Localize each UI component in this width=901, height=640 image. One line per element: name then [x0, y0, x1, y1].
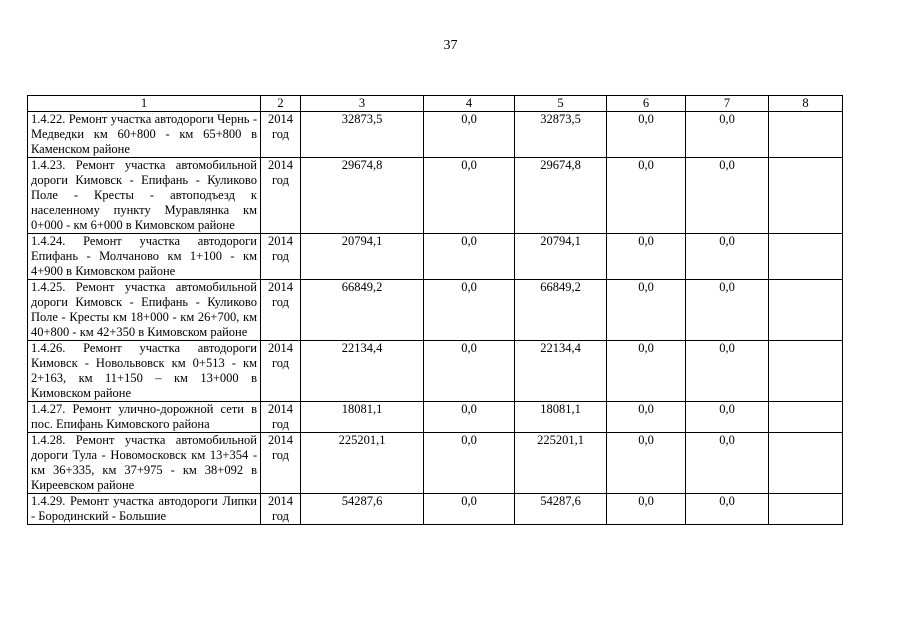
- row-value-col4: 0,0: [424, 402, 515, 433]
- row-value-col8: [769, 494, 843, 525]
- table-row: [28, 234, 843, 280]
- row-year: 2014 год: [261, 158, 301, 234]
- row-value-col7: 0,0: [686, 158, 769, 234]
- table-row: [28, 341, 843, 402]
- row-value-col3: 20794,1: [301, 234, 424, 280]
- row-year: 2014 год: [261, 433, 301, 494]
- row-year: 2014 год: [261, 234, 301, 280]
- row-value-col4: 0,0: [424, 234, 515, 280]
- row-value-col8: [769, 341, 843, 402]
- row-value-col3: 32873,5: [301, 112, 424, 158]
- row-description: 1.4.25. Ремонт участка автомобильной дороги Кимовск - Епифань - Куликово Поле - Кресты км 18+000 - км 26+700, км 40+800 - км 42+350 в Кимовском районе: [28, 280, 261, 341]
- row-value-col3: 225201,1: [301, 433, 424, 494]
- row-value-col7: 0,0: [686, 402, 769, 433]
- row-value-col5: 29674,8: [515, 158, 607, 234]
- row-value-col3: 18081,1: [301, 402, 424, 433]
- column-header: 7: [686, 96, 769, 112]
- row-value-col3: 66849,2: [301, 280, 424, 341]
- row-value-col8: [769, 112, 843, 158]
- row-year: 2014 год: [261, 341, 301, 402]
- row-value-col7: 0,0: [686, 112, 769, 158]
- row-value-col5: 66849,2: [515, 280, 607, 341]
- column-header: 1: [28, 96, 261, 112]
- row-value-col5: 18081,1: [515, 402, 607, 433]
- column-header: 4: [424, 96, 515, 112]
- table-row: [28, 112, 843, 158]
- row-value-col8: [769, 280, 843, 341]
- row-description: 1.4.26. Ремонт участка автодороги Кимовск - Новольвовск км 0+513 - км 2+163, км 11+150 – км 13+000 в Кимовском районе: [28, 341, 261, 402]
- row-value-col7: 0,0: [686, 341, 769, 402]
- row-value-col5: 22134,4: [515, 341, 607, 402]
- row-value-col4: 0,0: [424, 341, 515, 402]
- row-value-col8: [769, 234, 843, 280]
- row-description: 1.4.28. Ремонт участка автомобильной дороги Тула - Новомосковск км 13+354 - км 36+335, км 37+975 - км 38+092 в Киреевском районе: [28, 433, 261, 494]
- row-value-col5: 54287,6: [515, 494, 607, 525]
- row-description: 1.4.22. Ремонт участка автодороги Чернь - Медведки км 60+800 - км 65+800 в Каменском районе: [28, 112, 261, 158]
- table-row: [28, 433, 843, 494]
- table-row: [28, 494, 843, 525]
- row-value-col8: [769, 158, 843, 234]
- row-year: 2014 год: [261, 494, 301, 525]
- column-header: 8: [769, 96, 843, 112]
- row-description: 1.4.24. Ремонт участка автодороги Епифань - Молчаново км 1+100 - км 4+900 в Кимовском районе: [28, 234, 261, 280]
- report-table: [27, 95, 843, 525]
- row-value-col4: 0,0: [424, 494, 515, 525]
- row-value-col8: [769, 402, 843, 433]
- row-value-col5: 32873,5: [515, 112, 607, 158]
- row-value-col8: [769, 433, 843, 494]
- row-value-col4: 0,0: [424, 433, 515, 494]
- row-value-col3: 29674,8: [301, 158, 424, 234]
- row-value-col5: 225201,1: [515, 433, 607, 494]
- row-value-col3: 22134,4: [301, 341, 424, 402]
- page-number: 37: [443, 38, 458, 53]
- row-description: 1.4.29. Ремонт участка автодороги Липки - Бородинский - Большие: [28, 494, 261, 525]
- row-value-col6: 0,0: [607, 234, 686, 280]
- column-header: 2: [261, 96, 301, 112]
- row-value-col6: 0,0: [607, 158, 686, 234]
- row-value-col4: 0,0: [424, 158, 515, 234]
- row-value-col7: 0,0: [686, 433, 769, 494]
- row-description: 1.4.27. Ремонт улично-дорожной сети в пос. Епифань Кимовского района: [28, 402, 261, 433]
- row-value-col4: 0,0: [424, 112, 515, 158]
- row-value-col5: 20794,1: [515, 234, 607, 280]
- row-value-col3: 54287,6: [301, 494, 424, 525]
- column-header: 3: [301, 96, 424, 112]
- header-row: [28, 96, 843, 112]
- row-value-col7: 0,0: [686, 234, 769, 280]
- row-value-col6: 0,0: [607, 112, 686, 158]
- row-value-col6: 0,0: [607, 280, 686, 341]
- table-row: [28, 280, 843, 341]
- row-value-col4: 0,0: [424, 280, 515, 341]
- row-year: 2014 год: [261, 280, 301, 341]
- row-value-col6: 0,0: [607, 341, 686, 402]
- row-value-col6: 0,0: [607, 402, 686, 433]
- row-value-col6: 0,0: [607, 433, 686, 494]
- row-year: 2014 год: [261, 112, 301, 158]
- row-description: 1.4.23. Ремонт участка автомобильной дороги Кимовск - Епифань - Куликово Поле - Кресты - автоподъезд к населенному пункту Муравлянка км 0+000 - км 6+000 в Кимовском районе: [28, 158, 261, 234]
- column-header: 5: [515, 96, 607, 112]
- column-header: 6: [607, 96, 686, 112]
- row-value-col6: 0,0: [607, 494, 686, 525]
- table-row: [28, 402, 843, 433]
- table-row: [28, 158, 843, 234]
- row-value-col7: 0,0: [686, 494, 769, 525]
- row-year: 2014 год: [261, 402, 301, 433]
- row-value-col7: 0,0: [686, 280, 769, 341]
